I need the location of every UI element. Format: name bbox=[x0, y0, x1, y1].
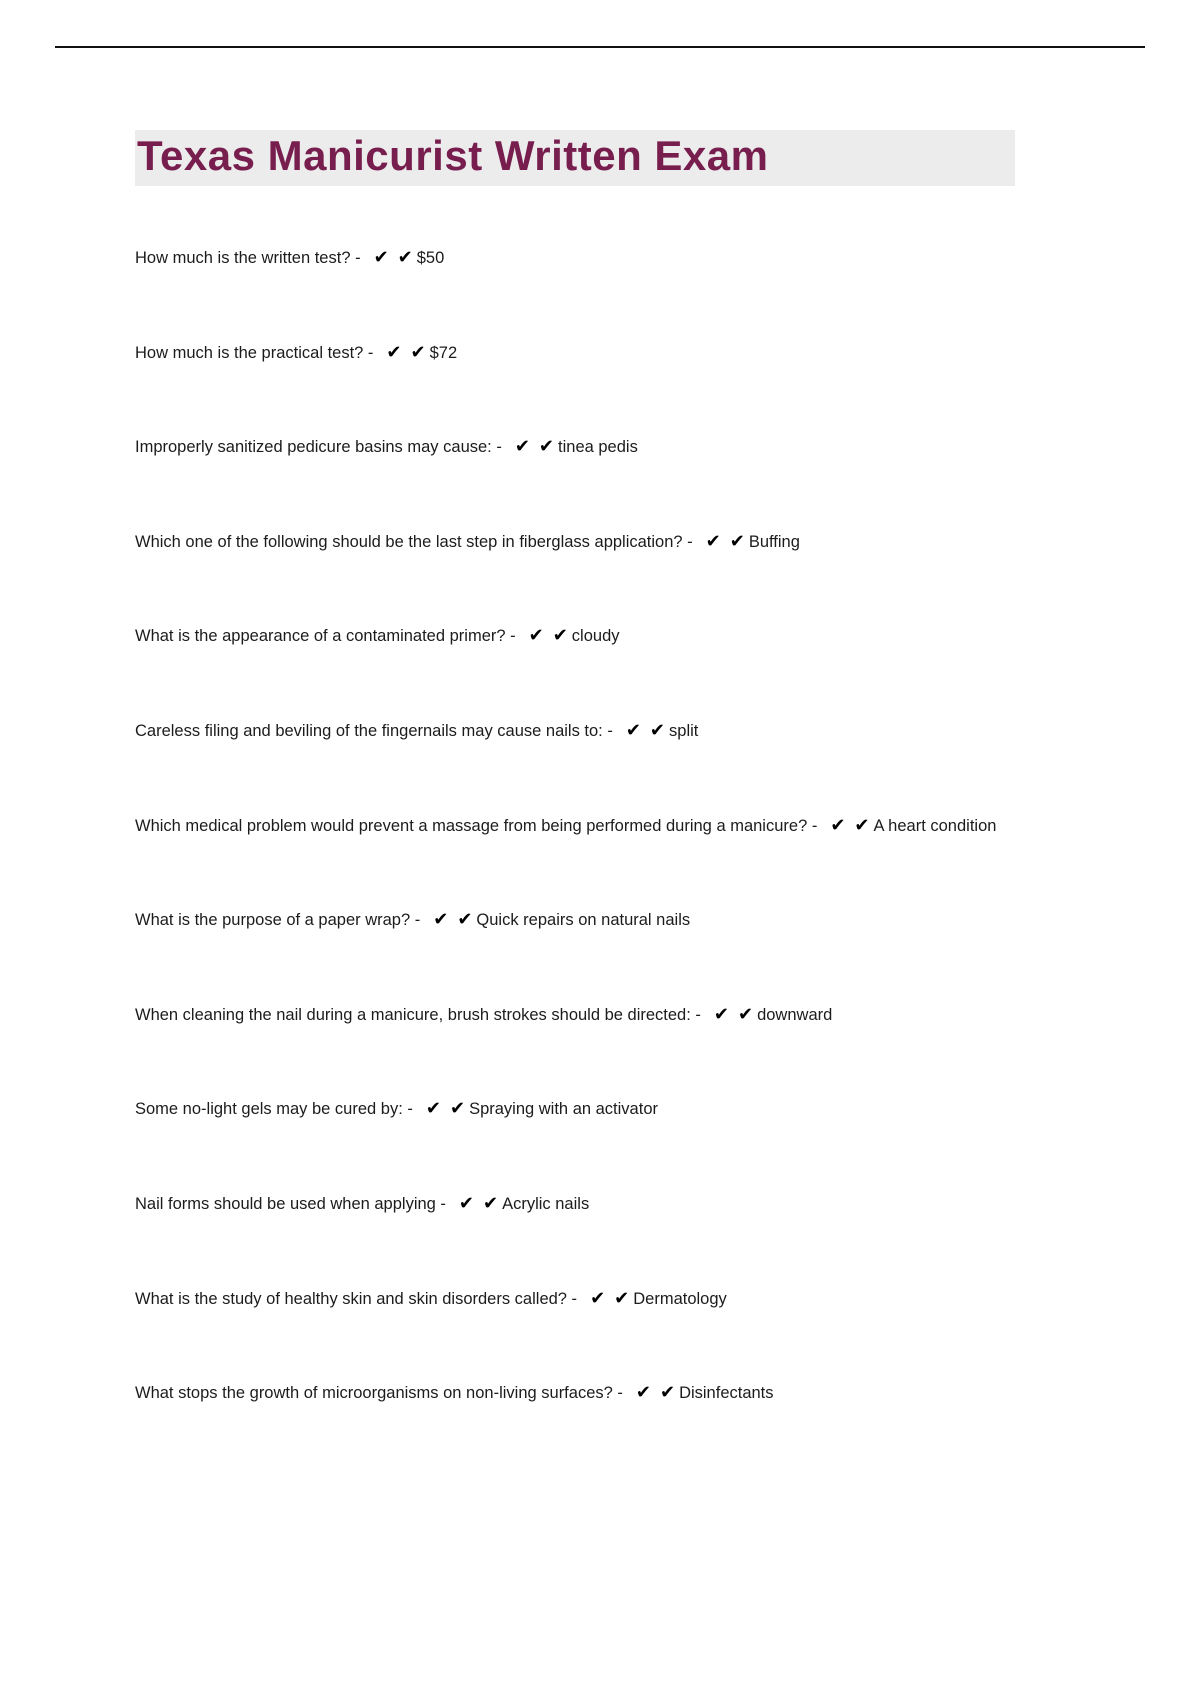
answer-text: Spraying with an activator bbox=[469, 1100, 658, 1119]
answer-text: Dermatology bbox=[633, 1289, 727, 1308]
checkmark-icons: ✔ ✔ bbox=[698, 530, 747, 551]
question-text: When cleaning the nail during a manicure, brush strokes should be directed: - bbox=[135, 1005, 701, 1024]
qa-item bbox=[135, 999, 1015, 1030]
question-text: Careless filing and beviling of the fingernails may cause nails to: - bbox=[135, 721, 613, 740]
checkmark-icons: ✔ ✔ bbox=[823, 814, 872, 835]
question-text: What is the purpose of a paper wrap? - bbox=[135, 911, 421, 930]
document-content bbox=[135, 130, 1015, 1472]
checkmark-icons: ✔ ✔ bbox=[706, 1003, 756, 1024]
answer-text: downward bbox=[757, 1005, 833, 1024]
checkmark-icons: ✔ ✔ bbox=[618, 719, 668, 740]
question-text: Improperly sanitized pedicure basins may cause: - bbox=[135, 438, 502, 457]
question-text: Some no-light gels may be cured by: - bbox=[135, 1100, 413, 1119]
page-title: Texas Manicurist Written Exam bbox=[135, 130, 1015, 186]
qa-item bbox=[135, 715, 1015, 746]
checkmark-icons: ✔ ✔ bbox=[418, 1098, 468, 1119]
qa-item bbox=[135, 1093, 1015, 1124]
header-rule bbox=[55, 46, 1145, 48]
answer-text: Quick repairs on natural nails bbox=[476, 911, 691, 930]
answer-text: Disinfectants bbox=[679, 1384, 774, 1403]
answer-text: cloudy bbox=[571, 627, 620, 646]
answer-text: $50 bbox=[416, 249, 445, 267]
question-text: Which medical problem would prevent a massage from being performed during a manicure? - bbox=[135, 816, 818, 835]
qa-list bbox=[135, 242, 1015, 1408]
checkmark-icons: ✔ ✔ bbox=[426, 909, 475, 930]
question-text: What is the appearance of a contaminated primer? - bbox=[135, 627, 516, 646]
qa-item bbox=[135, 620, 1015, 651]
checkmark-icons: ✔ ✔ bbox=[379, 341, 428, 362]
answer-text: split bbox=[669, 721, 699, 740]
qa-item bbox=[135, 431, 1015, 462]
checkmark-icons: ✔ ✔ bbox=[521, 625, 570, 646]
checkmark-icons: ✔ ✔ bbox=[507, 436, 557, 457]
qa-item bbox=[135, 526, 1015, 557]
qa-item bbox=[135, 242, 1015, 273]
answer-text: Acrylic nails bbox=[502, 1194, 590, 1213]
checkmark-icons: ✔ ✔ bbox=[451, 1192, 501, 1213]
checkmark-icons: ✔ ✔ bbox=[583, 1287, 632, 1308]
answer-text: $72 bbox=[429, 343, 458, 362]
question-text: Nail forms should be used when applying - bbox=[135, 1194, 446, 1213]
answer-text: Buffing bbox=[748, 532, 800, 551]
answer-text: A heart condition bbox=[873, 816, 997, 835]
qa-item bbox=[135, 1283, 1015, 1314]
qa-item bbox=[135, 337, 1015, 368]
qa-item bbox=[135, 1188, 1015, 1219]
checkmark-icons: ✔ ✔ bbox=[366, 247, 415, 267]
qa-item bbox=[135, 904, 1015, 935]
qa-item bbox=[135, 810, 1015, 841]
question-text: How much is the practical test? - bbox=[135, 343, 374, 362]
question-text: What stops the growth of microorganisms on non-living surfaces? - bbox=[135, 1384, 623, 1403]
question-text: What is the study of healthy skin and skin disorders called? - bbox=[135, 1289, 578, 1308]
checkmark-icons: ✔ ✔ bbox=[628, 1382, 678, 1403]
answer-text: tinea pedis bbox=[558, 438, 638, 457]
qa-item bbox=[135, 1377, 1015, 1408]
question-text: Which one of the following should be the last step in fiberglass application? - bbox=[135, 532, 693, 551]
question-text: How much is the written test? - bbox=[135, 249, 361, 267]
